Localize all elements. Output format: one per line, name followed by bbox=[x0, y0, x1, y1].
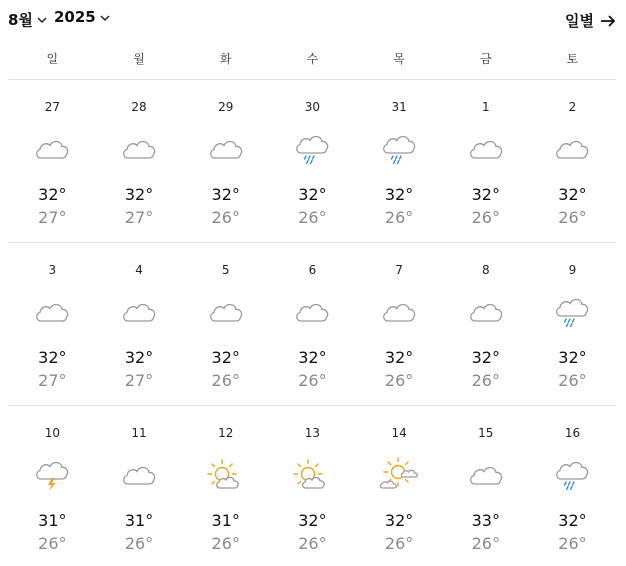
day-cell[interactable] bbox=[96, 263, 183, 423]
day-cell[interactable] bbox=[269, 100, 356, 260]
low-temperature: 26° bbox=[298, 534, 327, 553]
day-date: 11 bbox=[131, 426, 147, 440]
daily-view-link[interactable] bbox=[565, 10, 616, 31]
cloud-icon bbox=[379, 291, 419, 331]
cloud-icon bbox=[119, 454, 159, 494]
high-temperature: 32° bbox=[558, 511, 587, 530]
high-temperature: 32° bbox=[38, 185, 67, 204]
thunderstorm-icon bbox=[32, 454, 72, 494]
high-temperature: 32° bbox=[124, 348, 154, 367]
chevron-down-icon bbox=[100, 13, 110, 23]
high-temperature: 32° bbox=[211, 185, 240, 204]
cloud-icon bbox=[552, 128, 592, 168]
high-temperature: 31° bbox=[124, 511, 154, 530]
low-temperature: 26° bbox=[471, 534, 500, 553]
day-date: 5 bbox=[221, 263, 230, 277]
day-date: 14 bbox=[391, 426, 407, 440]
low-temperature: 26° bbox=[558, 371, 587, 390]
cloud-icon bbox=[466, 128, 506, 168]
high-temperature: 32° bbox=[558, 348, 587, 367]
low-temperature: 26° bbox=[124, 534, 154, 553]
low-temperature: 27° bbox=[38, 208, 67, 227]
weekday-label: 월 bbox=[133, 52, 145, 66]
low-temperature: 26° bbox=[38, 534, 67, 553]
cloud-icon bbox=[119, 128, 159, 168]
day-cell[interactable] bbox=[442, 426, 529, 566]
high-temperature: 32° bbox=[384, 185, 414, 204]
day-date: 2 bbox=[568, 100, 577, 114]
cloud-icon bbox=[32, 128, 72, 168]
cloud-icon bbox=[119, 291, 159, 331]
day-cell[interactable] bbox=[529, 426, 616, 566]
day-cell[interactable] bbox=[356, 263, 443, 423]
day-date: 9 bbox=[568, 263, 577, 277]
week-row bbox=[9, 263, 616, 423]
week-row bbox=[9, 426, 616, 566]
day-cell[interactable] bbox=[269, 263, 356, 423]
cloud-icon bbox=[32, 291, 72, 331]
calendar-header bbox=[0, 0, 626, 42]
rain-cloud-icon bbox=[552, 291, 592, 331]
weekday-label: 수 bbox=[306, 52, 319, 66]
low-temperature: 26° bbox=[384, 371, 414, 390]
low-temperature: 27° bbox=[38, 371, 67, 390]
day-cell[interactable] bbox=[442, 263, 529, 423]
day-cell[interactable] bbox=[96, 100, 183, 260]
high-temperature: 32° bbox=[298, 511, 327, 530]
low-temperature: 26° bbox=[384, 208, 414, 227]
month-label: 8월 bbox=[8, 11, 33, 29]
day-cell[interactable] bbox=[529, 263, 616, 423]
high-temperature: 32° bbox=[211, 348, 240, 367]
day-date: 12 bbox=[218, 426, 234, 440]
high-temperature: 31° bbox=[38, 511, 67, 530]
day-cell[interactable] bbox=[9, 263, 96, 423]
day-cell[interactable] bbox=[9, 100, 96, 260]
high-temperature: 32° bbox=[298, 185, 327, 204]
low-temperature: 26° bbox=[298, 208, 327, 227]
day-cell[interactable] bbox=[269, 426, 356, 566]
low-temperature: 26° bbox=[298, 371, 327, 390]
day-date: 16 bbox=[564, 426, 581, 440]
day-cell[interactable] bbox=[182, 263, 269, 423]
low-temperature: 26° bbox=[211, 534, 240, 553]
high-temperature: 32° bbox=[384, 511, 414, 530]
low-temperature: 26° bbox=[471, 208, 500, 227]
partly-sunny-icon bbox=[206, 454, 246, 494]
low-temperature: 26° bbox=[558, 208, 587, 227]
weekday-header-row bbox=[9, 50, 616, 67]
high-temperature: 32° bbox=[124, 185, 154, 204]
weekday-label: 일 bbox=[46, 52, 59, 66]
low-temperature: 26° bbox=[471, 371, 500, 390]
day-date: 6 bbox=[308, 263, 317, 277]
high-temperature: 32° bbox=[471, 348, 500, 367]
high-temperature: 31° bbox=[211, 511, 240, 530]
weekday-label: 목 bbox=[393, 52, 405, 66]
day-cell[interactable] bbox=[356, 100, 443, 260]
day-cell[interactable] bbox=[529, 100, 616, 260]
weekday-label: 토 bbox=[566, 52, 579, 66]
day-date: 28 bbox=[131, 100, 147, 114]
low-temperature: 26° bbox=[211, 208, 240, 227]
weekday-label: 화 bbox=[219, 52, 232, 66]
day-cell[interactable] bbox=[96, 426, 183, 566]
low-temperature: 26° bbox=[558, 534, 587, 553]
day-cell[interactable] bbox=[9, 426, 96, 566]
day-cell[interactable] bbox=[442, 100, 529, 260]
day-date: 7 bbox=[395, 263, 403, 277]
rain-cloud-icon bbox=[552, 454, 592, 494]
cloud-icon bbox=[292, 291, 332, 331]
daily-view-label: 일별 bbox=[565, 12, 594, 30]
day-date: 10 bbox=[44, 426, 60, 440]
divider bbox=[9, 79, 616, 80]
low-temperature: 26° bbox=[384, 534, 414, 553]
day-date: 31 bbox=[391, 100, 407, 114]
low-temperature: 27° bbox=[124, 371, 154, 390]
day-cell[interactable] bbox=[182, 426, 269, 566]
day-date: 15 bbox=[478, 426, 494, 440]
rain-cloud-icon bbox=[379, 128, 419, 168]
high-temperature: 32° bbox=[471, 185, 500, 204]
day-date: 3 bbox=[48, 263, 57, 277]
day-cell[interactable] bbox=[356, 426, 443, 566]
sun-with-clouds-icon bbox=[379, 454, 419, 494]
chevron-down-icon bbox=[37, 15, 47, 25]
partly-sunny-icon bbox=[292, 454, 332, 494]
low-temperature: 26° bbox=[211, 371, 240, 390]
low-temperature: 27° bbox=[124, 208, 154, 227]
cloud-icon bbox=[466, 291, 506, 331]
cloud-icon bbox=[206, 128, 246, 168]
day-date: 30 bbox=[304, 100, 321, 114]
day-date: 13 bbox=[304, 426, 321, 440]
high-temperature: 33° bbox=[471, 511, 500, 530]
arrow-right-icon bbox=[600, 14, 616, 28]
day-date: 8 bbox=[481, 263, 490, 277]
high-temperature: 32° bbox=[38, 348, 67, 367]
week-row bbox=[9, 100, 616, 260]
day-date: 1 bbox=[481, 100, 490, 114]
rain-cloud-icon bbox=[292, 128, 332, 168]
cloud-icon bbox=[466, 454, 506, 494]
day-date: 29 bbox=[218, 100, 234, 114]
day-cell[interactable] bbox=[182, 100, 269, 260]
high-temperature: 32° bbox=[384, 348, 414, 367]
high-temperature: 32° bbox=[558, 185, 587, 204]
year-label: 2025 bbox=[54, 8, 96, 26]
high-temperature: 32° bbox=[298, 348, 327, 367]
day-date: 4 bbox=[135, 263, 143, 277]
day-date: 27 bbox=[44, 100, 60, 114]
month-selector[interactable] bbox=[8, 9, 47, 30]
year-selector[interactable] bbox=[54, 8, 110, 26]
cloud-icon bbox=[206, 291, 246, 331]
weekday-label: 금 bbox=[479, 52, 492, 66]
